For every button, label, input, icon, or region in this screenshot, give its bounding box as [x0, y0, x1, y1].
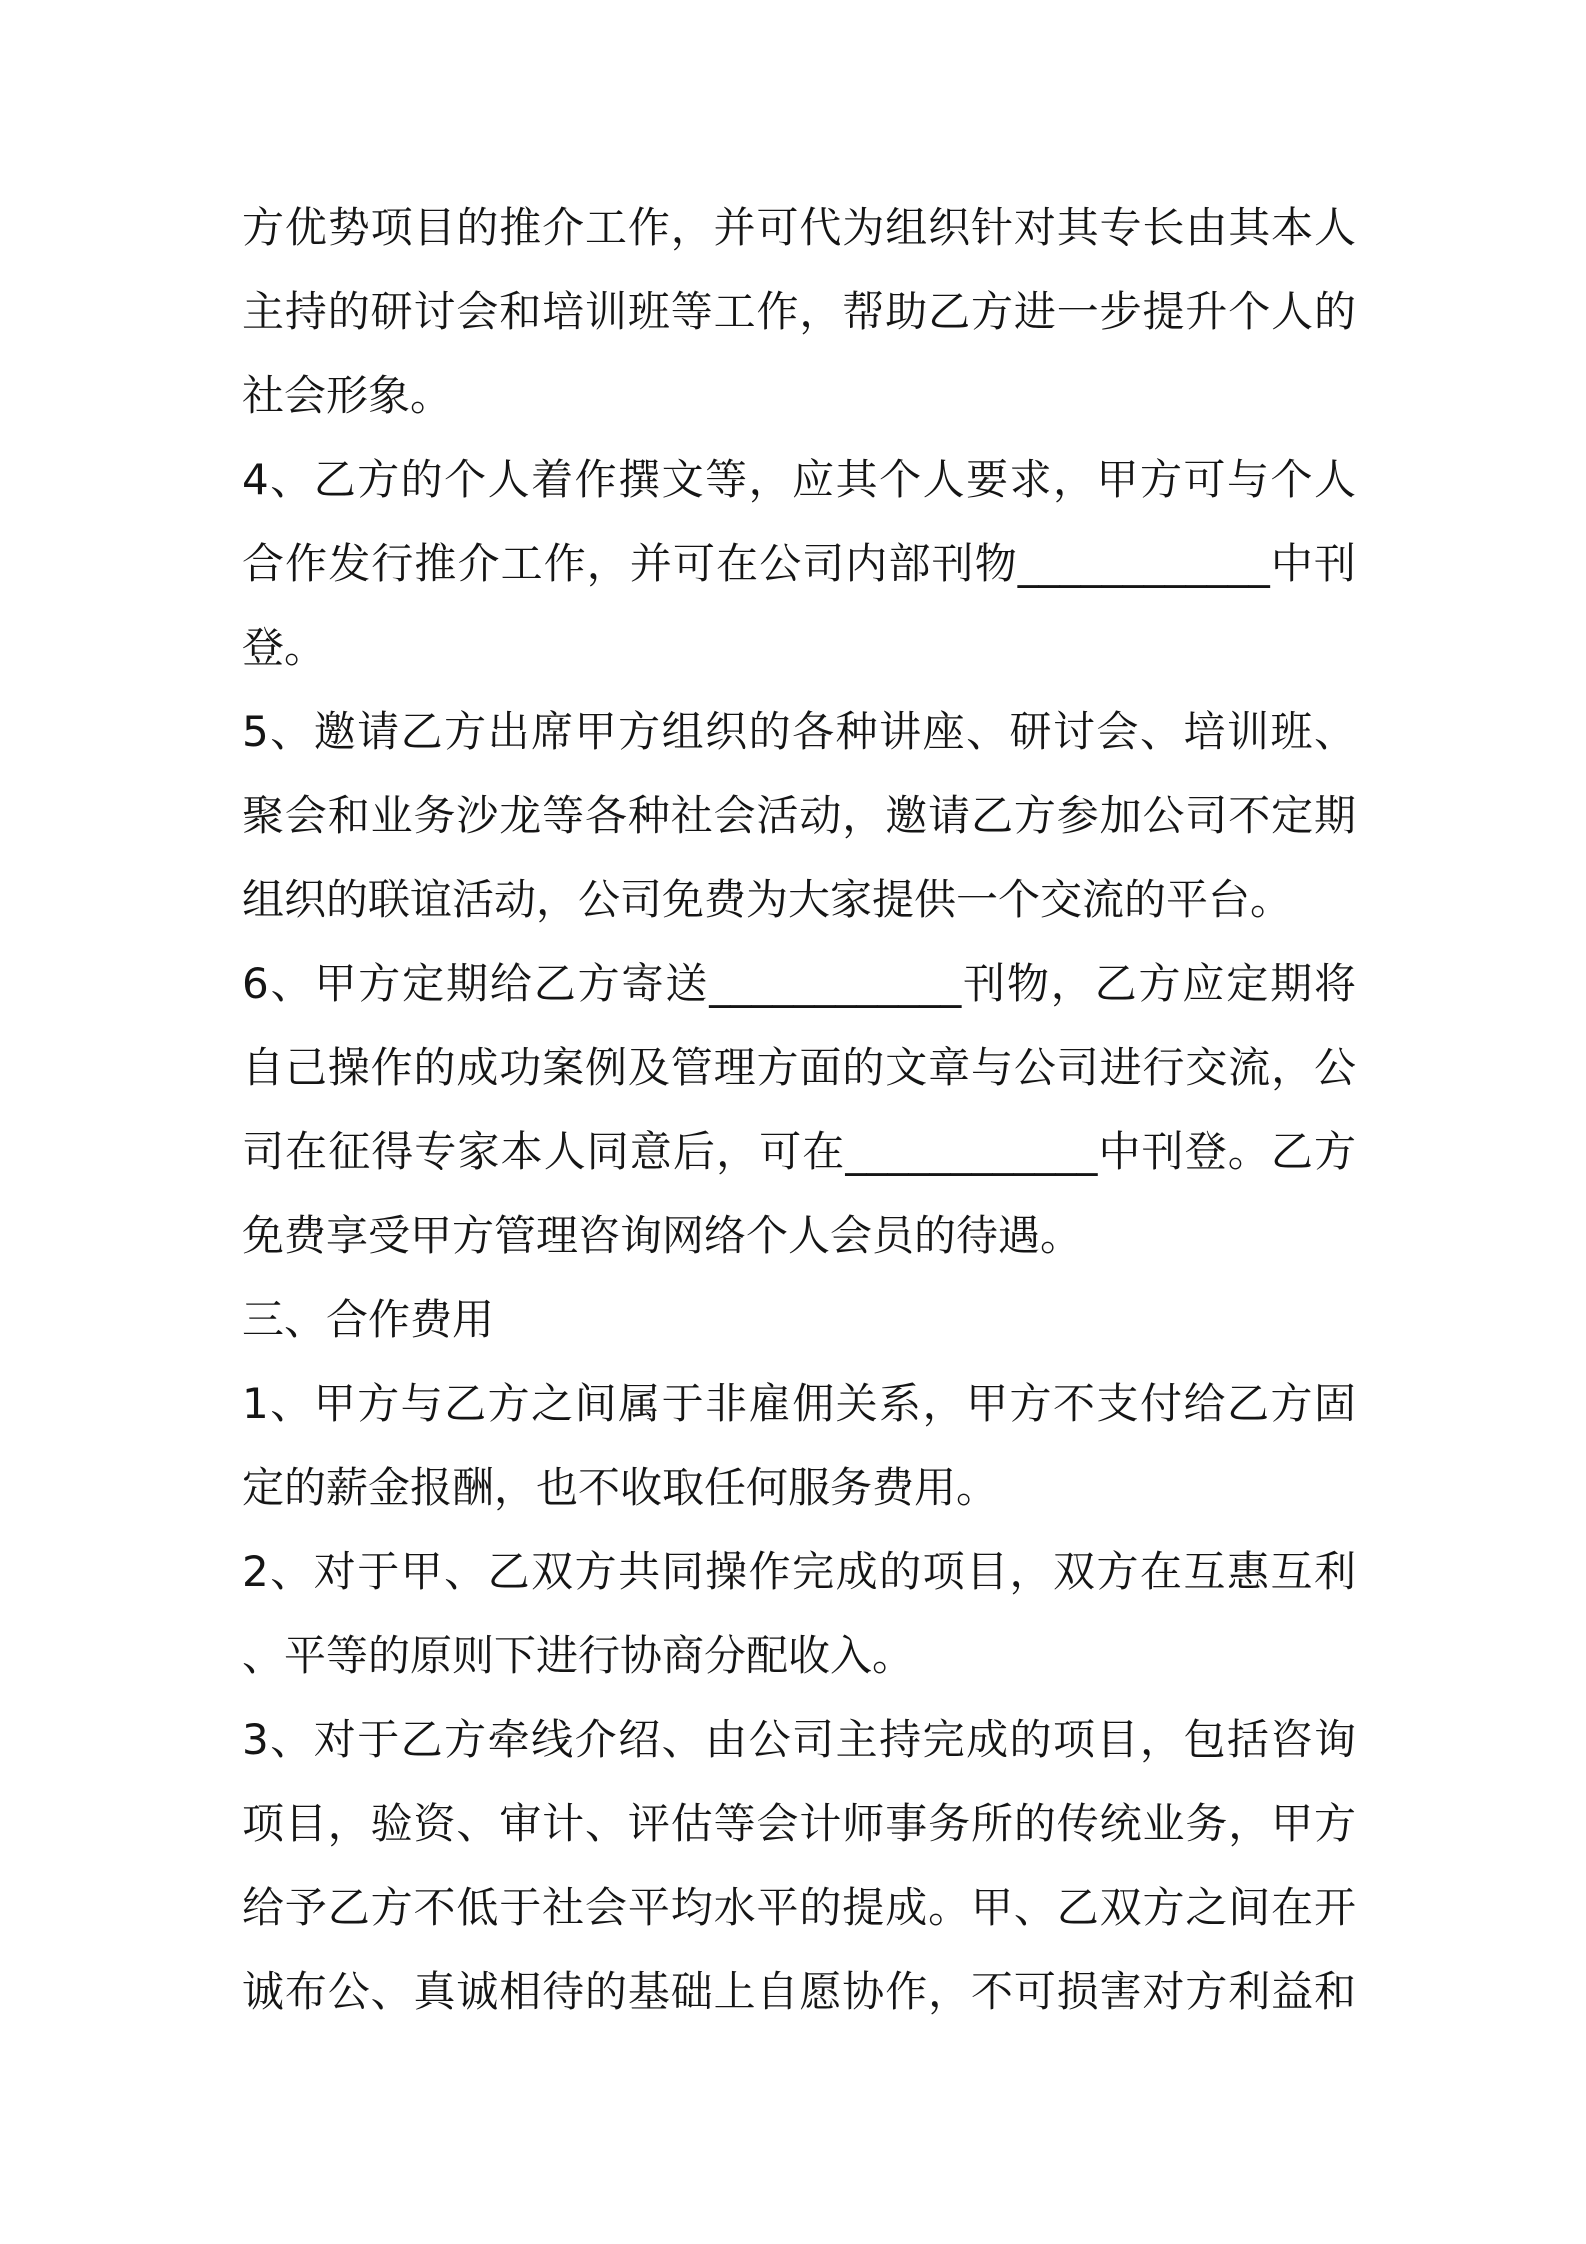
paragraph-fee-1 [242, 1362, 1356, 1530]
text-line: 诚布公、真诚相待的基础上自愿协作，不可损害对方利益和 [242, 1967, 1356, 2016]
text-line: 3、对于乙方牵线介绍、由公司主持完成的项目，包括咨询 [242, 1715, 1356, 1764]
text-line: 组织的联谊活动，公司免费为大家提供一个交流的平台。 [242, 875, 1293, 924]
text-line: 4、乙方的个人着作撰文等，应其个人要求，甲方可与个人 [242, 455, 1356, 504]
text-line: 、平等的原则下进行协商分配收入。 [242, 1631, 915, 1680]
document-body [242, 186, 1356, 2034]
text-line: 聚会和业务沙龙等各种社会活动，邀请乙方参加公司不定期 [242, 791, 1356, 840]
paragraph-item-4 [242, 438, 1356, 690]
text-line: 给予乙方不低于社会平均水平的提成。甲、乙双方之间在开 [242, 1883, 1356, 1932]
text-line: 定的薪金报酬，也不收取任何服务费用。 [242, 1463, 999, 1512]
section-heading-text: 三、合作费用 [242, 1295, 495, 1344]
text-line: 司在征得专家本人同意后，可在____________中刊登。乙方 [242, 1127, 1356, 1176]
text-line: 6、甲方定期给乙方寄送____________刊物，乙方应定期将 [242, 959, 1356, 1008]
text-line: 合作发行推介工作，并可在公司内部刊物____________中刊 [242, 539, 1356, 588]
paragraph-item-6 [242, 942, 1356, 1278]
text-line: 1、甲方与乙方之间属于非雇佣关系，甲方不支付给乙方固 [242, 1379, 1356, 1428]
text-line: 自己操作的成功案例及管理方面的文章与公司进行交流，公 [242, 1043, 1356, 1092]
paragraph-continuation [242, 186, 1356, 438]
text-line: 社会形象。 [242, 371, 453, 420]
text-line: 免费享受甲方管理咨询网络个人会员的待遇。 [242, 1211, 1083, 1260]
paragraph-fee-3 [242, 1698, 1356, 2034]
text-line: 项目，验资、审计、评估等会计师事务所的传统业务，甲方 [242, 1799, 1356, 1848]
section-heading [242, 1278, 1356, 1362]
text-line: 5、邀请乙方出席甲方组织的各种讲座、研讨会、培训班、 [242, 707, 1356, 756]
paragraph-fee-2 [242, 1530, 1356, 1698]
text-line: 主持的研讨会和培训班等工作，帮助乙方进一步提升个人的 [242, 287, 1356, 336]
text-line: 2、对于甲、乙双方共同操作完成的项目，双方在互惠互利 [242, 1547, 1356, 1596]
text-line: 方优势项目的推介工作，并可代为组织针对其专长由其本人 [242, 203, 1356, 252]
paragraph-item-5 [242, 690, 1356, 942]
text-line: 登。 [242, 623, 327, 672]
